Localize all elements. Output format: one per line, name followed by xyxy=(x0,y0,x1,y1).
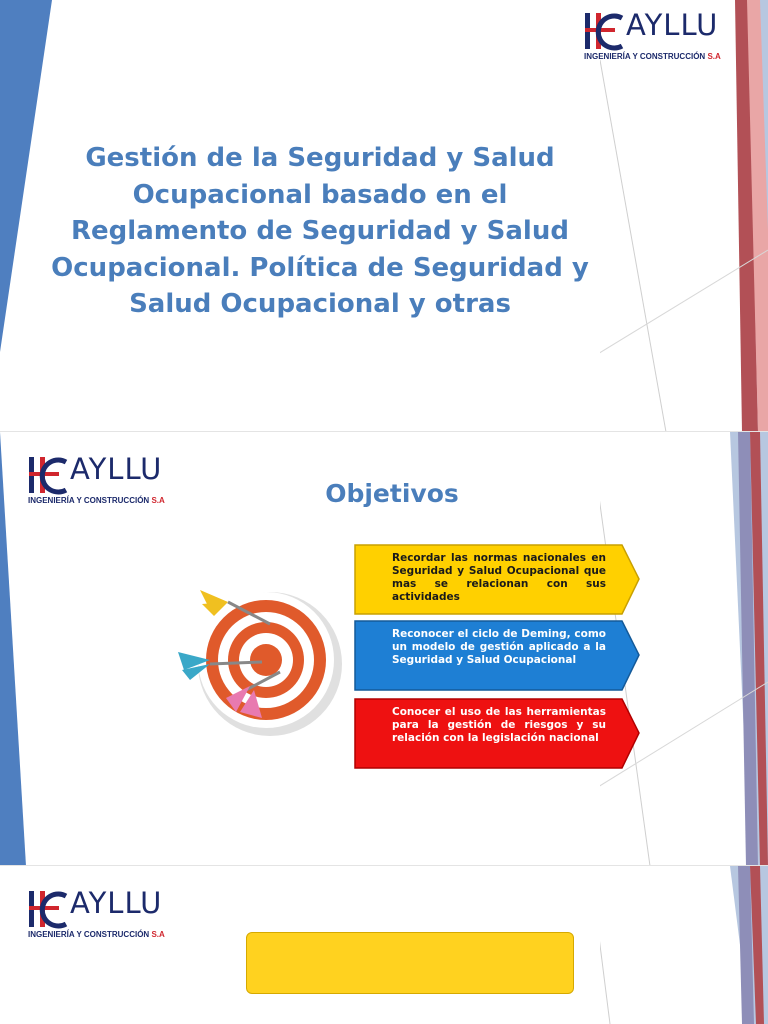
slide-1 xyxy=(0,0,768,432)
objectives-title: Objetivos xyxy=(325,479,459,508)
right-stripes-decoration xyxy=(600,0,768,432)
logo-subtitle-text: INGENIERÍA Y CONSTRUCCIÓN xyxy=(584,52,706,61)
target-darts-icon xyxy=(170,572,350,742)
objective-item-1 xyxy=(354,544,640,615)
objective-text: Recordar las normas nacionales en Seguridad y Salud Ocupacional que mas se relacionan con sus actividades xyxy=(392,552,606,603)
objective-text: Reconocer el ciclo de Deming, como un modelo de gestión aplicado a la Seguridad y Salud Ocupacional xyxy=(392,628,606,666)
logo-subtitle-text: INGENIERÍA Y CONSTRUCCIÓN xyxy=(28,930,150,939)
logo-brand: AYLLU xyxy=(70,886,163,920)
logo-subtitle xyxy=(28,930,165,939)
logo-suffix: S.A xyxy=(151,930,165,939)
right-stripes-decoration xyxy=(600,866,768,1024)
company-logo xyxy=(582,8,730,61)
objective-item-3 xyxy=(354,698,640,769)
logo-subtitle xyxy=(584,52,721,61)
logo-subtitle xyxy=(28,496,165,505)
yellow-banner xyxy=(246,932,574,994)
slide-2 xyxy=(0,432,768,866)
slide-title: Gestión de la Seguridad y Salud Ocupacional basado en el Reglamento de Seguridad y Salud Ocupacional. Política de Seguridad y Salud Ocupacional y otras xyxy=(51,143,589,319)
logo-suffix: S.A xyxy=(151,496,165,505)
company-logo xyxy=(26,886,174,939)
logo-brand: AYLLU xyxy=(70,452,163,486)
objective-item-2 xyxy=(354,620,640,691)
company-logo xyxy=(26,452,174,505)
logo-subtitle-text: INGENIERÍA Y CONSTRUCCIÓN xyxy=(28,496,150,505)
objective-text: Conocer el uso de las herramientas para la gestión de riesgos y su relación con la legislación nacional xyxy=(392,706,606,744)
logo-suffix: S.A xyxy=(707,52,721,61)
logo-brand: AYLLU xyxy=(626,8,719,42)
